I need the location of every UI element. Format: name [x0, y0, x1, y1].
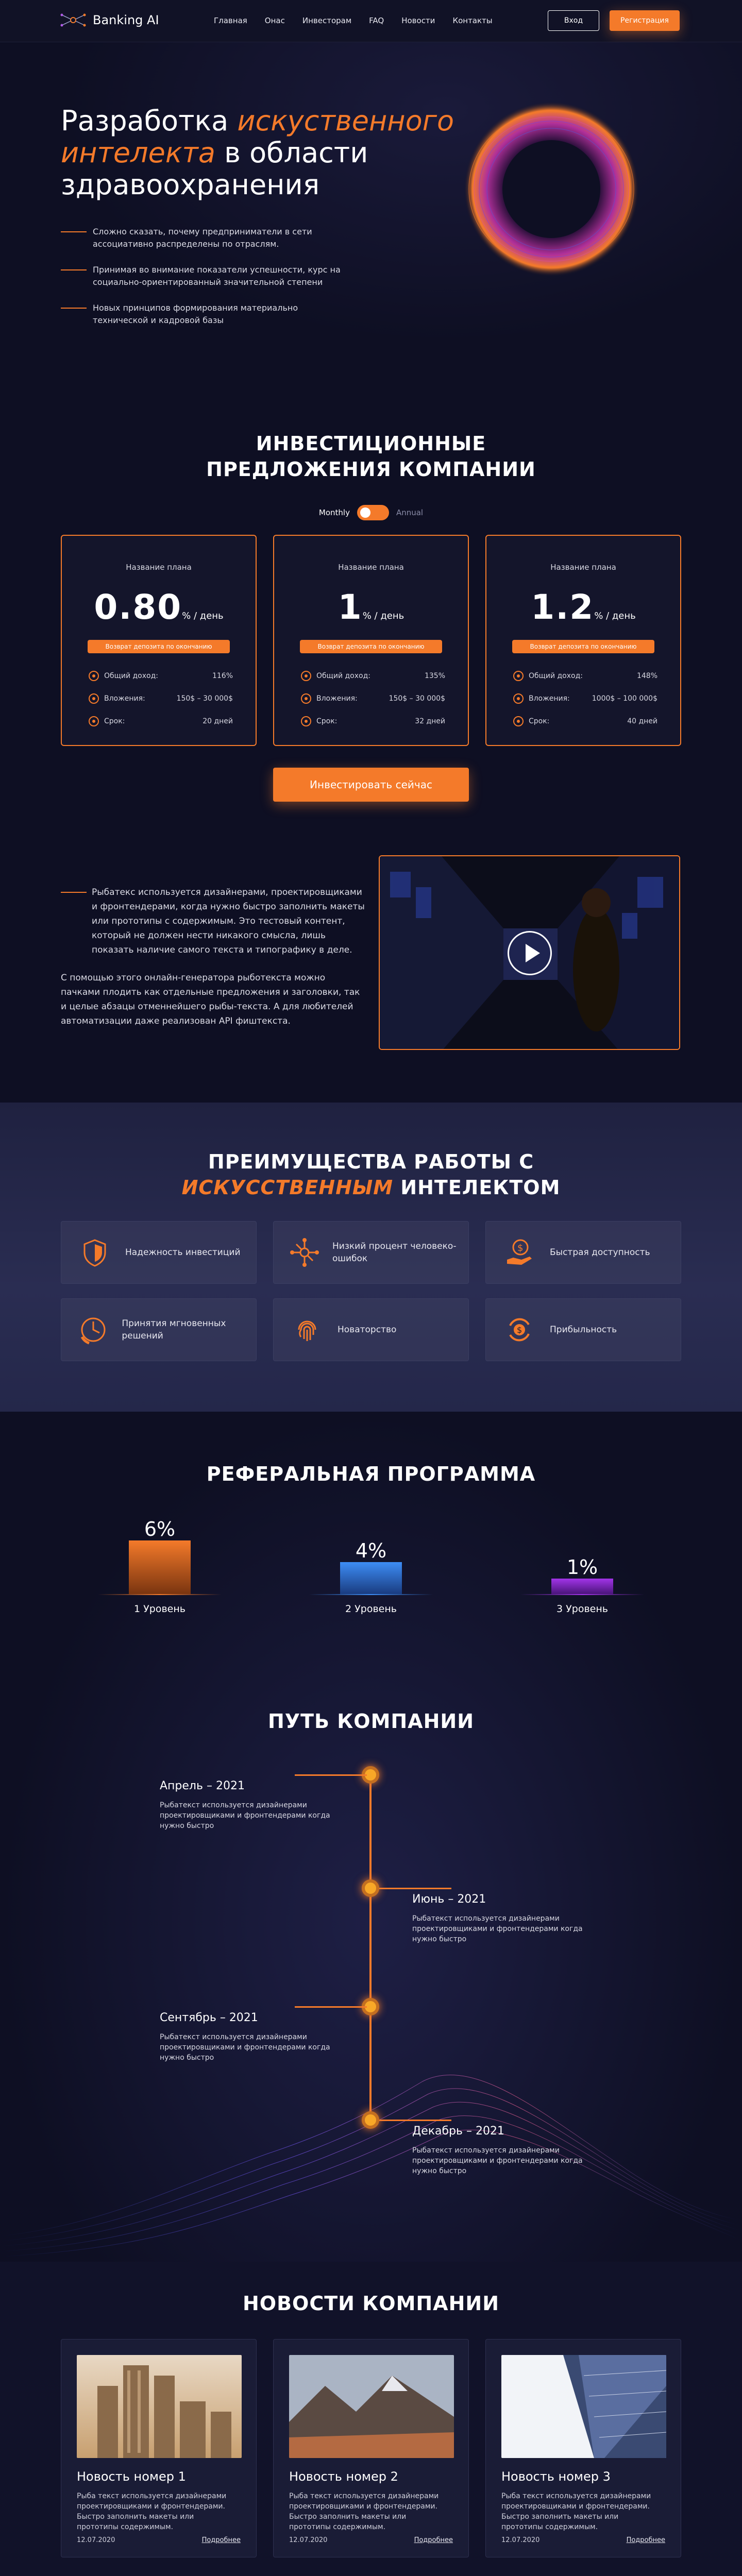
target-icon: [513, 716, 524, 726]
plan-card: [61, 535, 257, 746]
referral-baseline: [98, 1594, 222, 1595]
plan-row-value: 40 дней: [627, 717, 657, 725]
plan-row-term: [513, 710, 657, 733]
hero-point: Сложно сказать, почему предприниматели в сети ассоциативно распределены по отраслям.: [61, 226, 349, 250]
advantages-title-line: ИНТЕЛЕКТОМ: [393, 1176, 561, 1199]
news-more-link[interactable]: Подробнее: [626, 2536, 665, 2544]
nav-contacts[interactable]: Контакты: [452, 16, 493, 25]
hero-title-accent: искуственного: [237, 105, 454, 137]
timeline-text: Рыбатекст используется дизайнерами проектировщиками и фронтендерами когда нужно быстро: [160, 2033, 330, 2062]
news-card-text: Рыба текст используется дизайнерами проектировщиками и фронтендерами. Быстро заполнить макеты или прототипы содержимым.: [77, 2492, 227, 2531]
plan-row-term: [89, 710, 233, 733]
billing-toggle-row: [0, 505, 742, 520]
plan-name: Название плана: [338, 563, 404, 572]
advantage-label: Новаторство: [338, 1325, 397, 1335]
target-icon: [301, 693, 311, 704]
plan-row-label: Общий доход:: [104, 672, 158, 680]
timeline-axis: [369, 1774, 372, 2125]
clock-icon: [77, 1312, 109, 1348]
hero-title-part: здравоохранения: [61, 168, 320, 201]
news-card-title: Новость номер 1: [77, 2469, 186, 2484]
news-card[interactable]: [485, 2339, 681, 2557]
hero-points: [61, 226, 349, 340]
news-more-link[interactable]: Подробнее: [201, 2536, 241, 2544]
plan-row-income: [89, 665, 233, 687]
plan-rate-unit: % / день: [182, 611, 224, 621]
plan-badge: Возврат депозита по окончанию: [512, 640, 654, 653]
dollar-cycle-icon: [501, 1312, 537, 1348]
news-card-text: Рыба текст используется дизайнерами проектировщиками и фронтендерами. Быстро заполнить макеты или прототипы содержимым.: [289, 2492, 439, 2531]
referral-bar: [340, 1562, 402, 1594]
logo-text: Banking AI: [93, 13, 159, 27]
invest-now-button[interactable]: Инвестировать сейчас: [273, 768, 469, 802]
timeline-connector: [379, 1888, 451, 1889]
advantage-label: Прибыльность: [550, 1325, 617, 1335]
news-card-title: Новость номер 3: [501, 2469, 611, 2484]
news-more-link[interactable]: Подробнее: [414, 2536, 453, 2544]
referral-baseline: [309, 1594, 433, 1595]
plan-row-value: 150$ – 30 000$: [389, 694, 445, 703]
plan-row-label: Общий доход:: [316, 672, 370, 680]
plan-row-deposit: [301, 687, 445, 710]
timeline-dot[interactable]: [362, 1879, 379, 1897]
plan-rate: [486, 587, 680, 627]
logo-icon: [60, 12, 87, 28]
news-title: НОВОСТИ КОМПАНИИ: [242, 2292, 499, 2315]
referral-percent: 6%: [144, 1518, 176, 1540]
news-card[interactable]: [61, 2339, 257, 2557]
target-icon: [89, 693, 99, 704]
news-card-date: 12.07.2020: [289, 2536, 328, 2544]
advantage-card: [61, 1298, 257, 1361]
plan-rate-unit: % / день: [362, 611, 404, 621]
advantages-title-line: ПРЕИМУЩЕСТВА РАБОТЫ С: [208, 1150, 534, 1173]
plan-card: [485, 535, 681, 746]
invest-title-line: ИНВЕСТИЦИОННЫЕ: [256, 432, 486, 455]
plan-name: Название плана: [126, 563, 192, 572]
nav-news[interactable]: Новости: [401, 16, 435, 25]
timeline-title: ПУТЬ КОМПАНИИ: [267, 1710, 474, 1733]
billing-toggle[interactable]: [357, 505, 389, 520]
advantage-card: [273, 1298, 469, 1361]
play-icon[interactable]: [508, 931, 552, 975]
referral-level-label: 3 Уровень: [556, 1603, 608, 1615]
plan-row-income: [513, 665, 657, 687]
plan-row-label: Срок:: [529, 717, 550, 725]
hero-title-part: в области: [215, 137, 368, 169]
main-nav: [214, 16, 493, 25]
hero-title: [61, 105, 483, 201]
timeline-date: Июнь – 2021: [412, 1893, 486, 1906]
plan-details: [513, 665, 657, 733]
timeline-text: Рыбатекст используется дизайнерами проектировщиками и фронтендерами когда нужно быстро: [160, 1801, 330, 1830]
plan-row-label: Вложения:: [104, 694, 145, 703]
referral-baseline: [520, 1594, 644, 1595]
referral-level: [309, 1518, 433, 1615]
video-player[interactable]: [379, 855, 680, 1050]
fingerprint-icon: [289, 1312, 325, 1348]
plan-name: Название плана: [550, 563, 616, 572]
toggle-monthly-label: Monthly: [318, 508, 350, 517]
plan-rate-value: 0.80: [94, 587, 182, 627]
plan-rate-value: 1.2: [531, 587, 595, 627]
hero-point: Принимая во внимание показатели успешности, курс на социально-ориентированный значительной степени: [61, 264, 349, 289]
plan-rate-value: 1: [338, 587, 363, 627]
timeline-text: Рыбатекст используется дизайнерами проектировщиками и фронтендерами когда нужно быстро: [412, 1914, 583, 1943]
plan-badge: Возврат депозита по окончанию: [88, 640, 230, 653]
advantage-card: [485, 1298, 681, 1361]
plan-row-value: 150$ – 30 000$: [176, 694, 233, 703]
timeline-date: Апрель – 2021: [160, 1780, 245, 1792]
news-card[interactable]: [273, 2339, 469, 2557]
timeline-connector: [379, 2120, 451, 2121]
toggle-annual-label: Annual: [396, 508, 424, 517]
hero-title-accent: интелекта: [61, 137, 215, 169]
referral-level-label: 2 Уровень: [345, 1603, 397, 1615]
plan-row-value: 135%: [424, 672, 445, 680]
plan-row-deposit: [89, 687, 233, 710]
nav-about[interactable]: Онас: [264, 16, 285, 25]
plan-badge: Возврат депозита по окончанию: [300, 640, 442, 653]
plan-row-value: 32 дней: [415, 717, 445, 725]
referral-level-label: 1 Уровень: [134, 1603, 185, 1615]
advantage-label: Принятия мгновенных решений: [122, 1318, 226, 1341]
register-button[interactable]: Регистрация: [610, 10, 680, 31]
shield-icon: [77, 1234, 113, 1270]
timeline-dot[interactable]: [362, 2111, 379, 2129]
about-paragraph: Рыбатекс используется дизайнерами, проектировщиками и фронтендерами, когда нужно быстро заполнить макеты или прототипы с содержимым. Это тестовый контент, который не должен нести никакого смысла, лишь показать наличие самого текста и типографику в деле.: [61, 885, 365, 957]
timeline-date: Декабрь – 2021: [412, 2125, 504, 2138]
nav-faq[interactable]: FAQ: [369, 16, 384, 25]
advantage-card: [485, 1221, 681, 1284]
referral-percent: 1%: [566, 1556, 598, 1579]
nav-home[interactable]: Главная: [214, 16, 247, 25]
advantages-title: [0, 1149, 742, 1200]
plan-row-value: 20 дней: [203, 717, 233, 725]
plan-rate: [62, 587, 256, 627]
hero-title-part: Разработка: [61, 105, 238, 137]
plan-row-label: Общий доход:: [529, 672, 583, 680]
plan-card: [273, 535, 469, 746]
timeline-text: Рыбатекст используется дизайнерами проектировщиками и фронтендерами когда нужно быстро: [412, 2146, 583, 2175]
target-icon: [513, 671, 524, 681]
target-icon: [301, 716, 311, 726]
plan-row-value: 148%: [636, 672, 657, 680]
plan-row-label: Срок:: [104, 717, 125, 725]
plan-row-deposit: [513, 687, 657, 710]
news-card-text: Рыба текст используется дизайнерами проектировщиками и фронтендерами. Быстро заполнить макеты или прототипы содержимым.: [501, 2492, 651, 2531]
nav-investors[interactable]: Инвесторам: [302, 16, 352, 25]
news-card-date: 12.07.2020: [501, 2536, 540, 2544]
about-paragraph: С помощью этого онлайн-генератора рыботекста можно пачками плодить как отдельные предложения и заголовки, так и целые абзацы отменнейшего рыбы-текста. А для любителей автоматизации даже реализован API фиштекста.: [61, 973, 360, 1026]
advantage-card: [273, 1221, 469, 1284]
plan-row-value: 116%: [212, 672, 233, 680]
money-hand-icon: [501, 1234, 537, 1270]
advantage-label: Низкий процент человеко-ошибок: [332, 1241, 457, 1264]
about-text: [61, 885, 365, 1042]
plan-rate: [274, 587, 468, 627]
logo[interactable]: [60, 12, 159, 28]
target-icon: [301, 671, 311, 681]
svg-text:$: $: [517, 1243, 524, 1253]
plan-row-term: [301, 710, 445, 733]
news-image-building: [501, 2355, 666, 2458]
plan-details: [301, 665, 445, 733]
plan-row-value: 1000$ – 100 000$: [592, 694, 657, 703]
news-card-title: Новость номер 2: [289, 2469, 398, 2484]
plan-row-income: [301, 665, 445, 687]
plan-rate-unit: % / день: [594, 611, 636, 621]
referral-level: [520, 1518, 644, 1615]
timeline-connector: [295, 2006, 367, 2008]
target-icon: [89, 671, 99, 681]
target-icon: [89, 716, 99, 726]
referral-title: РЕФЕРАЛЬНАЯ ПРОГРАММА: [206, 1463, 536, 1485]
hero-section: [0, 42, 742, 382]
referral-level: [98, 1518, 222, 1615]
ai-orb-image: [453, 91, 649, 287]
login-button[interactable]: Вход: [548, 10, 599, 31]
plan-details: [89, 665, 233, 733]
advantages-title-accent: ИСКУССТВЕННЫМ: [181, 1176, 394, 1199]
plan-row-label: Вложения:: [529, 694, 570, 703]
invest-title-line: ПРЕДЛОЖЕНИЯ КОМПАНИИ: [206, 458, 536, 481]
plan-row-label: Срок:: [316, 717, 338, 725]
advantage-label: Быстрая доступность: [550, 1247, 650, 1258]
target-icon: [513, 693, 524, 704]
network-icon: [289, 1234, 320, 1270]
news-card-date: 12.07.2020: [77, 2536, 115, 2544]
invest-title: [0, 431, 742, 482]
advantage-label: Надежность инвестиций: [125, 1247, 241, 1258]
referral-percent: 4%: [355, 1539, 387, 1562]
timeline-connector: [295, 1774, 367, 1776]
plan-row-label: Вложения:: [316, 694, 358, 703]
referral-bar: [129, 1540, 191, 1594]
advantage-card: [61, 1221, 257, 1284]
hero-point: Новых принципов формирования материально технической и кадровой базы: [61, 302, 349, 327]
header: [0, 0, 742, 42]
referral-bar: [551, 1579, 613, 1594]
news-image-city: [77, 2355, 242, 2458]
news-image-mountains: [289, 2355, 454, 2458]
timeline-date: Сентябрь – 2021: [160, 2011, 258, 2024]
svg-text:$: $: [517, 1325, 522, 1335]
